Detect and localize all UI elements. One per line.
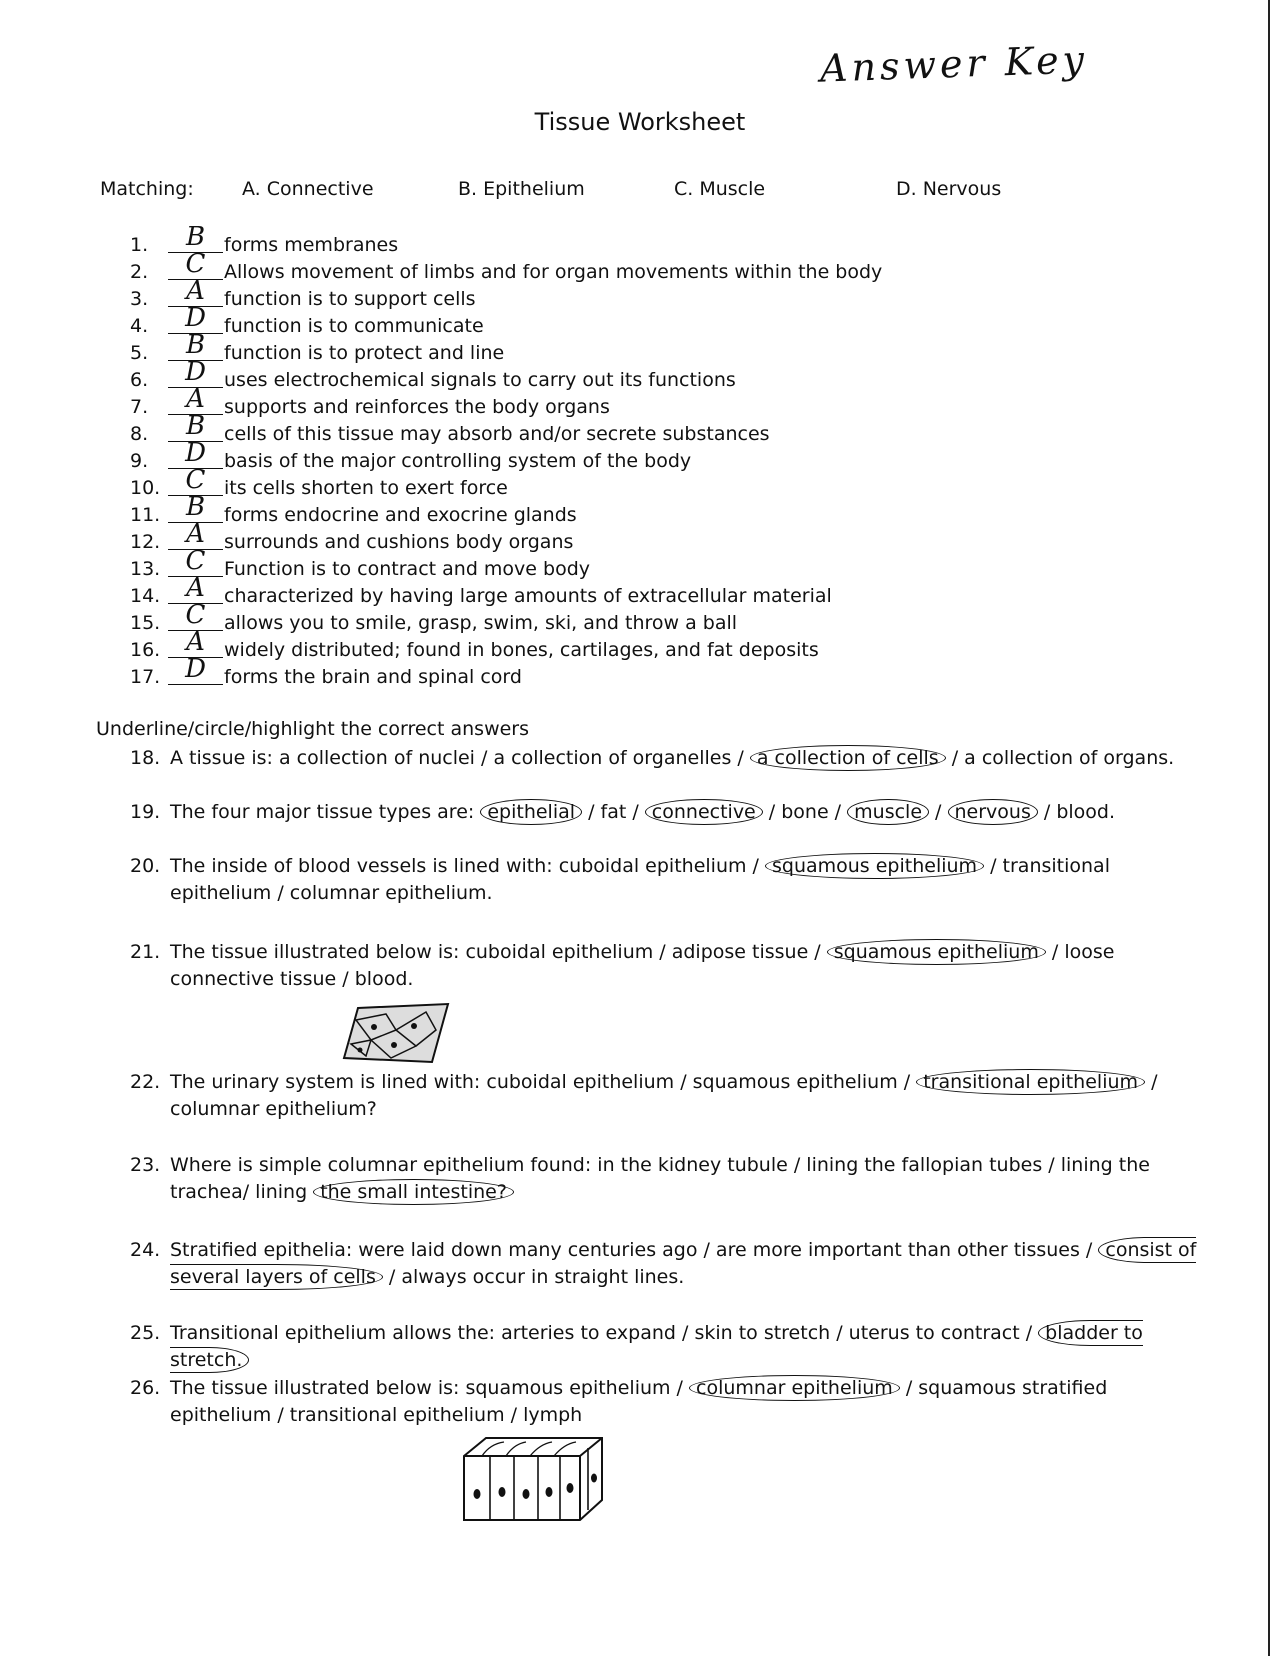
matching-question: 8. B cells of this tissue may absorb and/or secrete substances (130, 411, 770, 445)
handwritten-answer: B (185, 222, 206, 252)
circled-answer: nervous (948, 799, 1038, 825)
handwritten-answer: B (185, 492, 206, 522)
columnar-tissue-illustration (460, 1430, 610, 1526)
matching-question: 17. D forms the brain and spinal cord (130, 654, 522, 688)
option-muscle: C. Muscle (674, 178, 766, 200)
handwritten-answer: D (185, 303, 206, 333)
handwritten-answer: A (186, 627, 205, 657)
answer-key-label: Answer Key (819, 37, 1089, 91)
matching-question: 1. B forms membranes (130, 222, 399, 256)
matching-question: 6. D uses electrochemical signals to carry out its functions (130, 357, 736, 391)
matching-question: 3. A function is to support cells (130, 276, 476, 310)
matching-question: 4. D function is to communicate (130, 303, 484, 337)
matching-question: 11. B forms endocrine and exocrine glands (130, 492, 577, 526)
circled-answer: a collection of cells (750, 745, 946, 771)
circled-answer: consist of several layers of cells (170, 1239, 1197, 1288)
matching-question: 2. C Allows movement of limbs and for organ movements within the body (130, 249, 883, 283)
matching-question: 7. A supports and reinforces the body organs (130, 384, 610, 418)
handwritten-answer: D (185, 438, 206, 468)
matching-question: 16. A widely distributed; found in bones, cartilages, and fat deposits (130, 627, 819, 661)
circled-answer: the small intestine? (313, 1179, 514, 1205)
circled-answer: connective (645, 799, 763, 825)
handwritten-answer: B (185, 330, 206, 360)
circled-answer: epithelial (480, 799, 582, 825)
matching-question: 10. C its cells shorten to exert force (130, 465, 508, 499)
handwritten-answer: D (185, 654, 206, 684)
circled-answer: columnar epithelium (689, 1375, 900, 1401)
matching-question: 9. D basis of the major controlling system of the body (130, 438, 692, 472)
matching-question: 12. A surrounds and cushions body organs (130, 519, 574, 553)
circled-answer: muscle (847, 799, 929, 825)
matching-question: 13. C Function is to contract and move body (130, 546, 591, 580)
handwritten-answer: A (186, 276, 205, 306)
squamous-tissue-illustration (336, 1000, 456, 1068)
matching-question: 5. B function is to protect and line (130, 330, 505, 364)
page-edge-line (1268, 0, 1270, 1656)
matching-question: 14. A characterized by having large amounts of extracellular material (130, 573, 832, 607)
handwritten-answer: C (185, 249, 206, 279)
handwritten-answer: B (185, 411, 206, 441)
circled-answer: bladder to stretch. (170, 1322, 1143, 1371)
handwritten-answer: A (186, 519, 205, 549)
option-nervous: D. Nervous (896, 178, 1002, 200)
handwritten-answer: C (185, 546, 206, 576)
circled-answer: squamous epithelium (827, 939, 1046, 965)
circled-answer: squamous epithelium (765, 853, 984, 879)
handwritten-answer: A (186, 573, 205, 603)
matching-question: 15. C allows you to smile, grasp, swim, ski, and throw a ball (130, 600, 738, 634)
handwritten-answer: D (185, 357, 206, 387)
section-heading: Underline/circle/highlight the correct answers (96, 718, 530, 740)
handwritten-answer: A (186, 384, 205, 414)
option-connective: A. Connective (242, 178, 374, 200)
option-epithelium: B. Epithelium (458, 178, 585, 200)
page-title: Tissue Worksheet (534, 108, 746, 136)
handwritten-answer: C (185, 600, 206, 630)
matching-label: Matching: (100, 178, 194, 200)
handwritten-answer: C (185, 465, 206, 495)
circled-answer: transitional epithelium (916, 1069, 1145, 1095)
